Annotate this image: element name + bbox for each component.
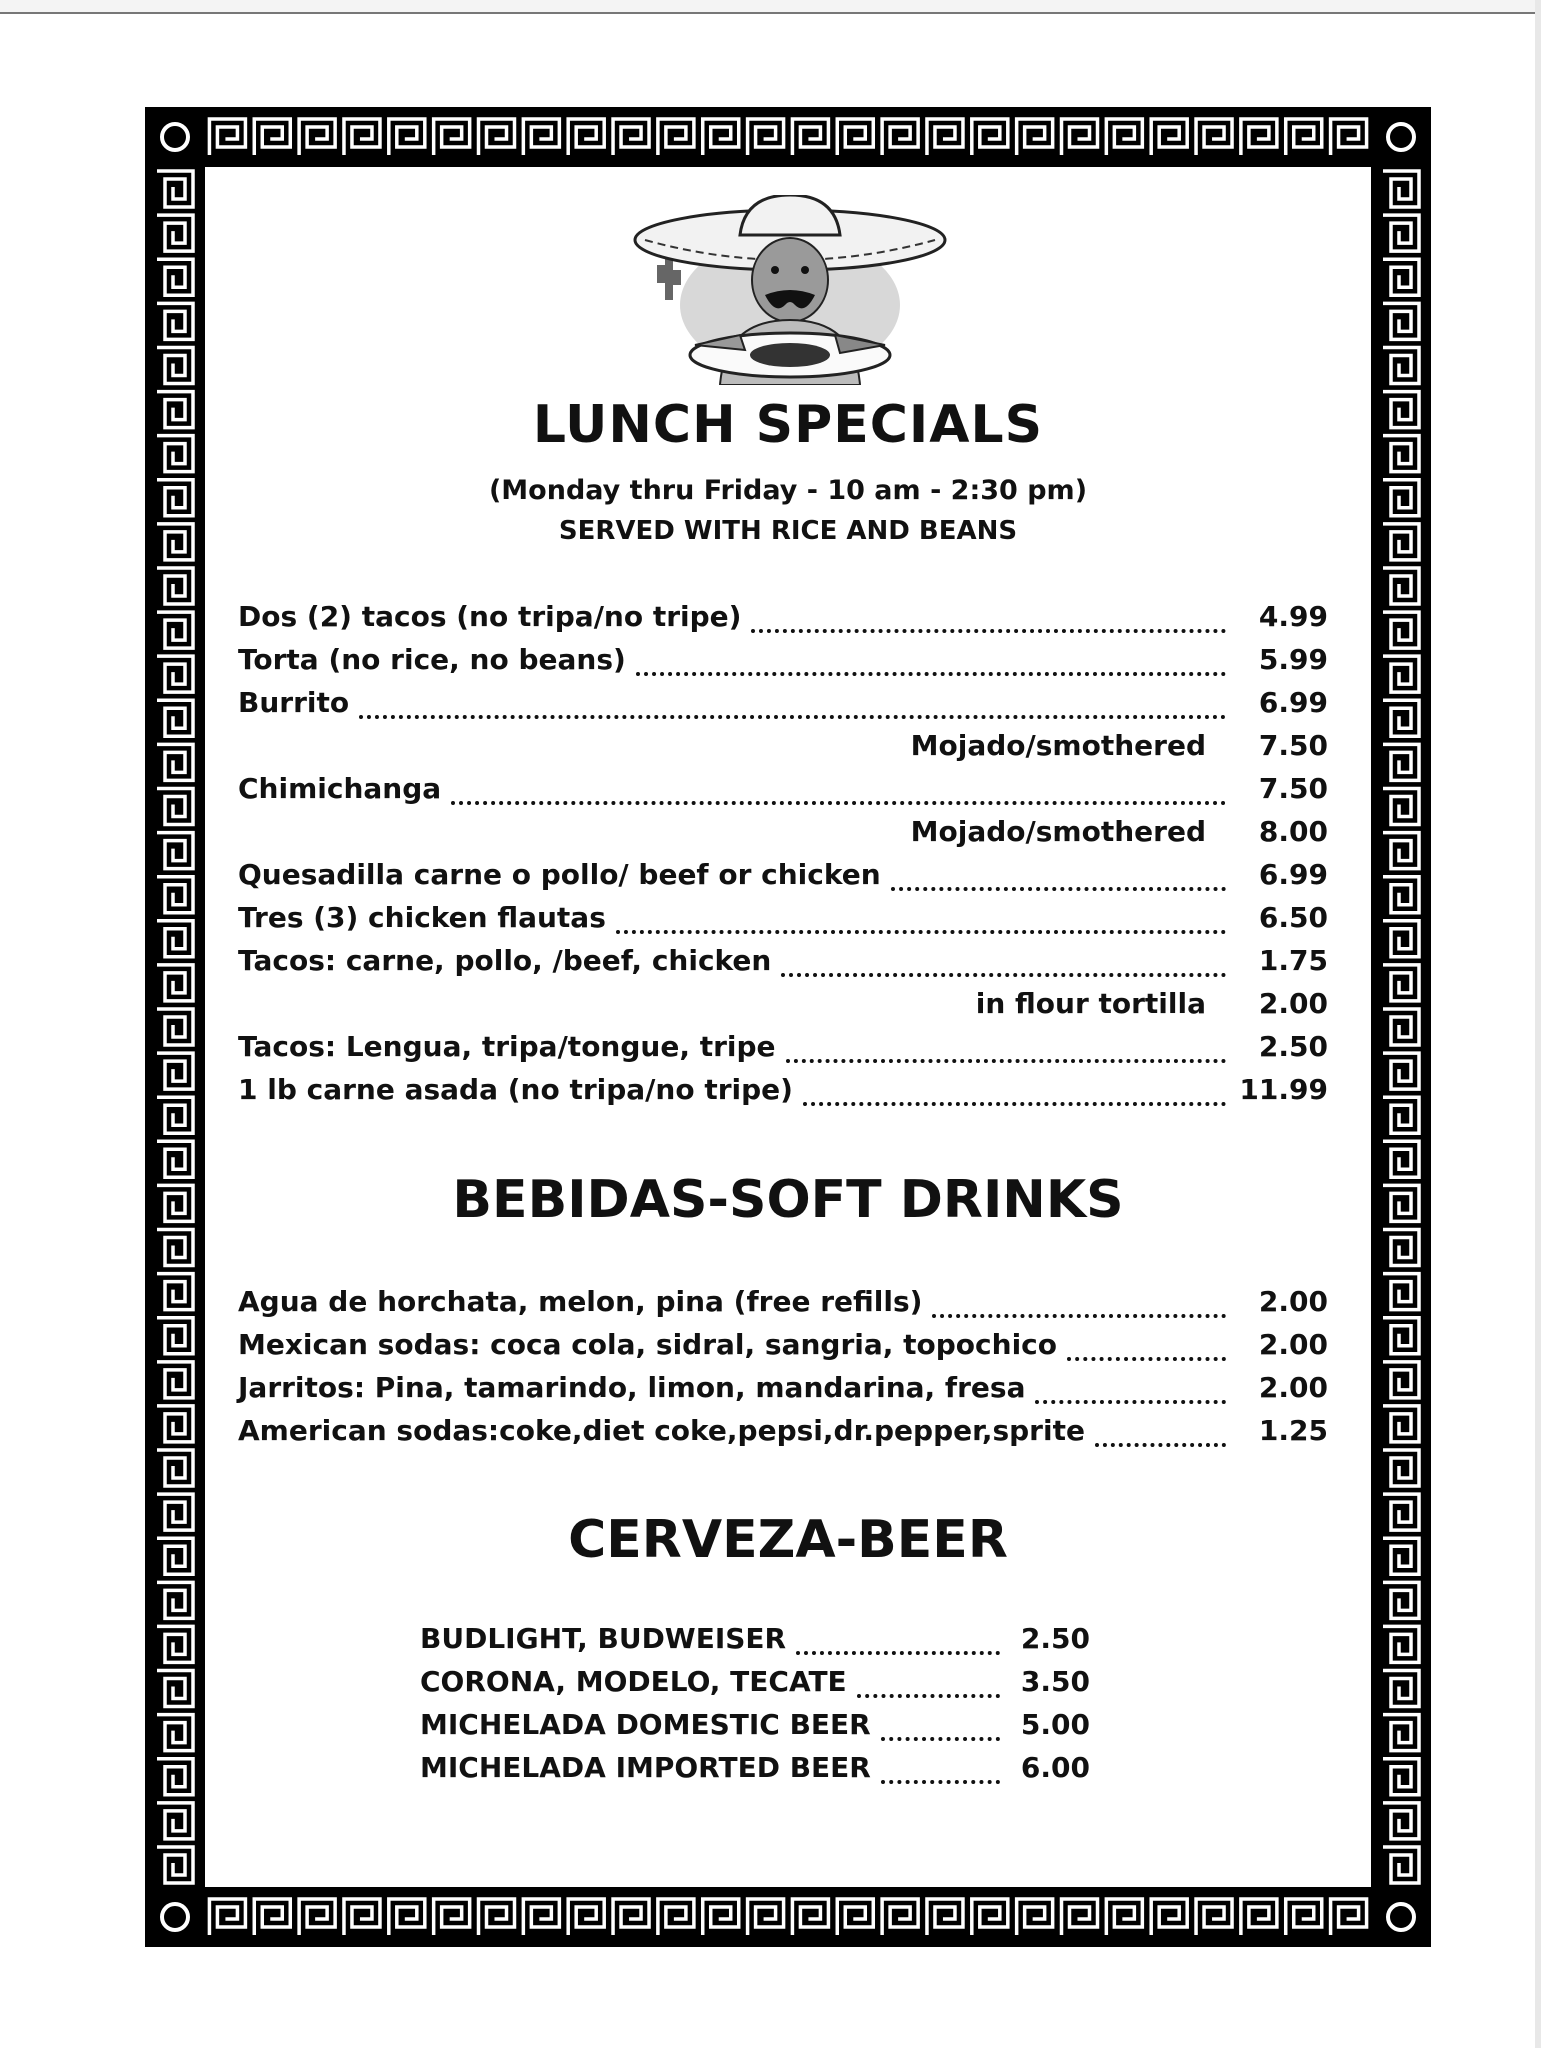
drink-item	[238, 1328, 1328, 1368]
item-name: American sodas:coke,diet coke,pepsi,dr.pepper,sprite	[238, 1414, 1085, 1447]
greek-key-tile	[1383, 656, 1419, 692]
item-name: Tacos: Lengua, tripa/tongue, tripe	[238, 1030, 776, 1063]
beer-item	[420, 1665, 1090, 1705]
item-name: Jarritos: Pina, tamarindo, limon, mandarina, fresa	[238, 1371, 1026, 1404]
greek-key-tile	[1383, 524, 1419, 560]
greek-key-tile	[1383, 1185, 1419, 1221]
greek-key-tile	[157, 524, 193, 560]
greek-key-tile	[1062, 1899, 1098, 1935]
greek-key-tile	[1383, 877, 1419, 913]
item-name: Dos (2) tacos (no tripa/no tripe)	[238, 600, 742, 633]
corner-circle-icon	[1388, 124, 1414, 150]
item-name: MICHELADA IMPORTED BEER	[420, 1751, 871, 1784]
served-with-note: SERVED WITH RICE AND BEANS	[558, 516, 1018, 546]
greek-key-tile	[157, 568, 193, 604]
greek-key-tile	[157, 259, 193, 295]
corner-circle-icon	[1388, 1904, 1414, 1930]
greek-key-tile	[1196, 119, 1232, 155]
item-name: Chimichanga	[238, 772, 442, 805]
corner-circle-icon	[162, 124, 188, 150]
sombrero-chef-illustration	[625, 195, 955, 385]
leader-dots	[932, 1306, 1226, 1318]
greek-key-tile	[157, 1803, 193, 1839]
item-name: Tacos: carne, pollo, /beef, chicken	[238, 944, 772, 977]
greek-key-tile	[1286, 119, 1322, 155]
greek-key-tile	[157, 480, 193, 516]
greek-key-tile	[1106, 1899, 1142, 1935]
greek-key-tile	[1017, 1899, 1053, 1935]
menu-item	[238, 901, 1328, 941]
item-name: Torta (no rice, no beans)	[238, 643, 626, 676]
greek-key-tile	[1383, 436, 1419, 472]
greek-key-tile	[157, 215, 193, 251]
greek-key-tile	[157, 700, 193, 736]
greek-key-tile	[1383, 1318, 1419, 1354]
greek-key-tile	[254, 1899, 290, 1935]
item-price: 2.50	[1020, 1622, 1090, 1655]
greek-key-tile	[1017, 119, 1053, 155]
leader-dots	[1067, 1349, 1226, 1361]
greek-key-tile	[157, 1759, 193, 1795]
greek-key-tile	[613, 1899, 649, 1935]
menu-item-variant	[238, 987, 1328, 1027]
greek-key-tile	[568, 119, 604, 155]
drink-item	[238, 1371, 1328, 1411]
greek-key-tile	[1383, 744, 1419, 780]
greek-key-tile	[927, 119, 963, 155]
item-name: BUDLIGHT, BUDWEISER	[420, 1622, 787, 1655]
greek-key-tile	[157, 1097, 193, 1133]
menu-item-variant	[238, 815, 1328, 855]
greek-key-tile	[157, 1450, 193, 1486]
greek-key-tile	[157, 656, 193, 692]
greek-key-tile	[1383, 1362, 1419, 1398]
greek-key-tile	[792, 1899, 828, 1935]
greek-key-tile	[1383, 1053, 1419, 1089]
leader-dots	[636, 664, 1226, 676]
item-price: 5.00	[1020, 1708, 1090, 1741]
greek-key-tile	[1383, 1009, 1419, 1045]
greek-key-tile	[157, 1230, 193, 1266]
greek-key-tile	[1383, 1759, 1419, 1795]
greek-key-tile	[1383, 1671, 1419, 1707]
beer-item	[420, 1708, 1090, 1748]
greek-key-tile	[299, 119, 335, 155]
greek-key-tile	[157, 1318, 193, 1354]
item-price: 7.50	[1258, 729, 1328, 762]
greek-key-tile	[479, 119, 515, 155]
greek-key-tile	[972, 119, 1008, 155]
greek-key-tile	[1383, 171, 1419, 207]
item-name: Tres (3) chicken flautas	[238, 901, 606, 934]
greek-key-tile	[523, 1899, 559, 1935]
greek-key-tile	[1106, 119, 1142, 155]
item-price: 6.99	[1258, 858, 1328, 891]
menu-item	[238, 772, 1328, 812]
greek-key-tile	[1241, 1899, 1277, 1935]
greek-key-tile	[157, 347, 193, 383]
item-name: 1 lb carne asada (no tripa/no tripe)	[238, 1073, 793, 1106]
greek-key-tile	[1383, 1582, 1419, 1618]
greek-key-tile	[434, 119, 470, 155]
greek-key-tile	[1383, 700, 1419, 736]
item-price: 4.99	[1258, 600, 1328, 633]
leader-dots	[1095, 1435, 1226, 1447]
greek-key-tile	[792, 119, 828, 155]
greek-key-tile	[1383, 1141, 1419, 1177]
corner-circle-icon	[162, 1904, 188, 1930]
item-name: CORONA, MODELO, TECATE	[420, 1665, 847, 1698]
item-price: 1.25	[1258, 1414, 1328, 1447]
greek-key-tile	[209, 119, 245, 155]
greek-key-tile	[1383, 1097, 1419, 1133]
greek-key-tile	[157, 1141, 193, 1177]
greek-key-tile	[1383, 1626, 1419, 1662]
item-price: 2.50	[1258, 1030, 1328, 1063]
item-price: 6.00	[1020, 1751, 1090, 1784]
item-price: 11.99	[1239, 1073, 1328, 1106]
item-name: in flour tortilla	[975, 987, 1206, 1020]
greek-key-tile	[1331, 1899, 1367, 1935]
greek-key-tile	[157, 1847, 193, 1883]
item-name: Agua de horchata, melon, pina (free refills)	[238, 1285, 923, 1318]
greek-key-tile	[1383, 1847, 1419, 1883]
greek-key-tile	[1383, 1538, 1419, 1574]
greek-key-tile	[658, 119, 694, 155]
greek-key-tile	[157, 1494, 193, 1530]
item-price: 6.99	[1258, 686, 1328, 719]
greek-key-tile	[1286, 1899, 1322, 1935]
greek-key-tile	[1383, 392, 1419, 428]
item-price: 2.00	[1258, 1328, 1328, 1361]
greek-key-tile	[1196, 1899, 1232, 1935]
greek-key-tile	[1383, 965, 1419, 1001]
drinks-heading: BEBIDAS-SOFT DRINKS	[452, 1170, 1124, 1230]
greek-key-tile	[1383, 921, 1419, 957]
greek-key-tile	[157, 612, 193, 648]
greek-key-tile	[523, 119, 559, 155]
drink-item	[238, 1285, 1328, 1325]
greek-key-tile	[1062, 119, 1098, 155]
greek-key-tile	[1383, 1230, 1419, 1266]
leader-dots	[857, 1686, 1000, 1698]
greek-key-tile	[882, 1899, 918, 1935]
item-price: 1.75	[1258, 944, 1328, 977]
greek-key-tile	[344, 119, 380, 155]
greek-key-tile	[837, 119, 873, 155]
greek-key-tile	[568, 1899, 604, 1935]
greek-key-tile	[157, 303, 193, 339]
greek-key-tile	[1331, 119, 1367, 155]
greek-key-tile	[837, 1899, 873, 1935]
menu-item	[238, 643, 1328, 683]
beer-item	[420, 1751, 1090, 1791]
greek-key-tile	[658, 1899, 694, 1935]
greek-key-tile	[157, 1009, 193, 1045]
greek-key-tile	[1151, 1899, 1187, 1935]
greek-key-tile	[1383, 1494, 1419, 1530]
scan-edge-right	[1535, 0, 1541, 2048]
greek-key-tile	[703, 1899, 739, 1935]
page-title: LUNCH SPECIALS	[532, 395, 1044, 455]
greek-key-tile	[157, 1582, 193, 1618]
greek-key-tile	[157, 744, 193, 780]
greek-key-tile	[1383, 347, 1419, 383]
menu-item	[238, 858, 1328, 898]
greek-key-tile	[882, 119, 918, 155]
leader-dots	[359, 707, 1226, 719]
leader-dots	[751, 621, 1226, 633]
greek-key-tile	[1383, 788, 1419, 824]
greek-key-tile	[157, 1626, 193, 1662]
greek-key-tile	[1383, 1274, 1419, 1310]
greek-key-tile	[157, 436, 193, 472]
item-price: 2.00	[1258, 987, 1328, 1020]
leader-dots	[881, 1729, 1000, 1741]
item-name: Quesadilla carne o pollo/ beef or chicken	[238, 858, 881, 891]
greek-key-tile	[157, 1053, 193, 1089]
leader-dots	[881, 1772, 1000, 1784]
greek-key-tile	[389, 119, 425, 155]
menu-item-variant	[238, 729, 1328, 769]
greek-key-tile	[157, 1671, 193, 1707]
greek-key-tile	[157, 1362, 193, 1398]
item-price: 3.50	[1020, 1665, 1090, 1698]
greek-key-tile	[157, 965, 193, 1001]
leader-dots	[891, 879, 1226, 891]
menu-item	[238, 944, 1328, 984]
greek-key-tile	[157, 392, 193, 428]
item-name: Mojado/smothered	[910, 729, 1206, 762]
leader-dots	[796, 1643, 1000, 1655]
greek-key-tile	[1383, 568, 1419, 604]
greek-key-tile	[434, 1899, 470, 1935]
greek-key-tile	[1151, 119, 1187, 155]
item-name: Burrito	[238, 686, 350, 719]
greek-key-tile	[157, 1715, 193, 1751]
greek-key-tile	[157, 833, 193, 869]
hours-note: (Monday thru Friday - 10 am - 2:30 pm)	[488, 475, 1088, 506]
greek-key-tile	[1383, 215, 1419, 251]
greek-key-tile	[1241, 119, 1277, 155]
item-price: 8.00	[1258, 815, 1328, 848]
drink-item	[238, 1414, 1328, 1454]
greek-key-tile	[972, 1899, 1008, 1935]
leader-dots	[616, 922, 1226, 934]
item-price: 6.50	[1258, 901, 1328, 934]
greek-key-tile	[1383, 1715, 1419, 1751]
menu-item	[238, 600, 1328, 640]
greek-key-tile	[1383, 303, 1419, 339]
greek-key-tile	[748, 1899, 784, 1935]
greek-key-tile	[748, 119, 784, 155]
greek-key-tile	[157, 1185, 193, 1221]
item-name: Mojado/smothered	[910, 815, 1206, 848]
beer-item	[420, 1622, 1090, 1662]
greek-key-tile	[209, 1899, 245, 1935]
greek-key-tile	[157, 877, 193, 913]
menu-item	[238, 686, 1328, 726]
menu-item	[238, 1030, 1328, 1070]
greek-key-tile	[157, 1274, 193, 1310]
item-price: 2.00	[1258, 1371, 1328, 1404]
item-price: 2.00	[1258, 1285, 1328, 1318]
leader-dots	[803, 1094, 1226, 1106]
leader-dots	[786, 1051, 1226, 1063]
greek-key-tile	[1383, 612, 1419, 648]
greek-key-tile	[703, 119, 739, 155]
greek-key-tile	[613, 119, 649, 155]
item-price: 5.99	[1258, 643, 1328, 676]
greek-key-tile	[389, 1899, 425, 1935]
item-price: 7.50	[1258, 772, 1328, 805]
leader-dots	[1035, 1392, 1226, 1404]
leader-dots	[781, 965, 1226, 977]
greek-key-tile	[1383, 833, 1419, 869]
greek-key-tile	[157, 171, 193, 207]
greek-key-tile	[254, 119, 290, 155]
greek-key-tile	[479, 1899, 515, 1935]
beer-heading: CERVEZA-BEER	[568, 1510, 1008, 1570]
menu-item	[238, 1073, 1328, 1113]
scan-edge	[0, 0, 1541, 14]
greek-key-tile	[1383, 480, 1419, 516]
greek-key-tile	[344, 1899, 380, 1935]
greek-key-tile	[299, 1899, 335, 1935]
greek-key-tile	[1383, 1803, 1419, 1839]
item-name: Mexican sodas: coca cola, sidral, sangria, topochico	[238, 1328, 1057, 1361]
greek-key-tile	[927, 1899, 963, 1935]
greek-key-tile	[157, 788, 193, 824]
greek-key-tile	[157, 1406, 193, 1442]
leader-dots	[451, 793, 1226, 805]
greek-key-tile	[157, 921, 193, 957]
greek-key-tile	[1383, 259, 1419, 295]
greek-key-tile	[157, 1538, 193, 1574]
item-name: MICHELADA DOMESTIC BEER	[420, 1708, 871, 1741]
greek-key-tile	[1383, 1406, 1419, 1442]
greek-key-tile	[1383, 1450, 1419, 1486]
